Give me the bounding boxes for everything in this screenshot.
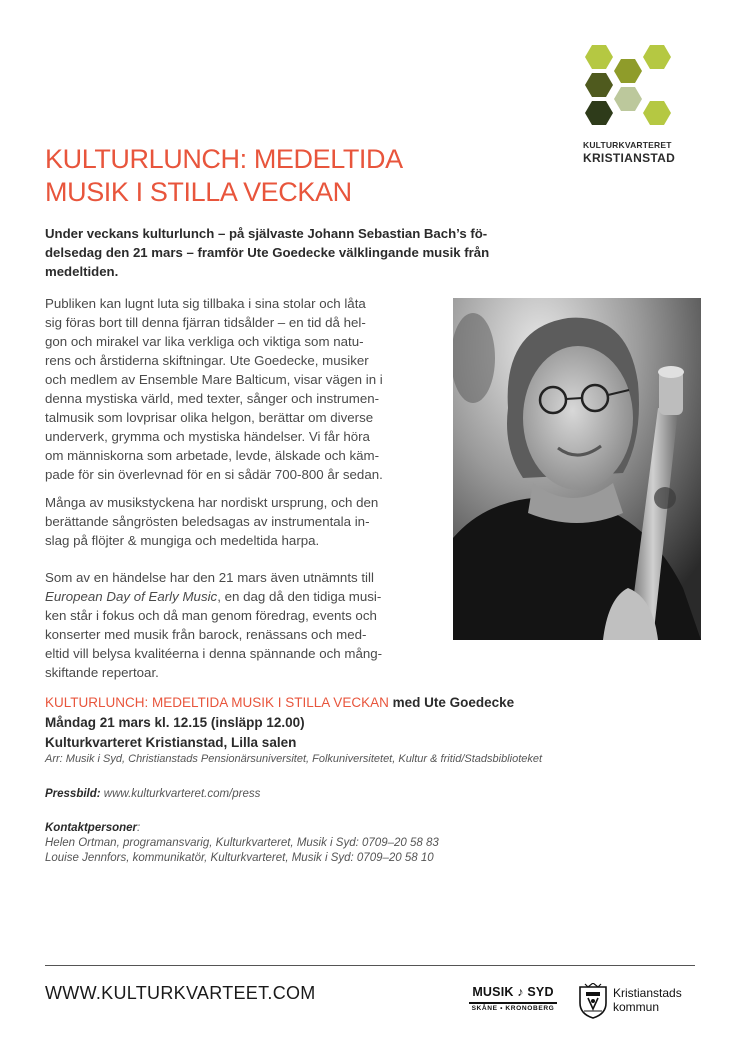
text-line: slag på flöjter & mungiga och medeltida harpa.: [45, 533, 320, 548]
press-label: Pressbild:: [45, 788, 101, 800]
contacts-heading: [45, 821, 439, 836]
text-line: pade för sin överlevnad för en si sådär 700-800 år sedan.: [45, 467, 383, 482]
kulturkvarteret-logo: [583, 45, 703, 185]
musik-i-syd-logo: [467, 985, 559, 1018]
text-line: Publiken kan lugnt luta sig tillbaka i sina stolar och låta: [45, 296, 366, 311]
text-line: konserter med musik från barock, renässans och med-: [45, 627, 367, 642]
event-title-line: [45, 693, 705, 713]
contacts-section: [45, 821, 439, 866]
logo-text-line2: KRISTIANSTAD: [583, 151, 676, 165]
text-line: Många av musikstyckena har nordiskt ursprung, och den: [45, 495, 379, 510]
performer-photo: [453, 298, 701, 640]
text-line: [45, 587, 440, 606]
text-line: skiftande repertoar.: [45, 665, 159, 680]
hexagon-logo-icon: [583, 45, 703, 140]
text-line: underverk, grymma och mystiska händelser. Vi får höra: [45, 429, 370, 444]
coat-of-arms-icon: [578, 983, 608, 1019]
title-line-2: MUSIK I STILLA VECKAN: [45, 177, 352, 207]
event-datetime: Måndag 21 mars kl. 12.15 (insläpp 12.00): [45, 715, 305, 730]
text-span: , en dag då den tidiga musi-: [217, 589, 382, 604]
lead-line: medeltiden.: [45, 264, 119, 279]
title-line-1: KULTURLUNCH: MEDELTIDA: [45, 144, 403, 174]
text-line: om människorna som arbetade, levde, älskade och käm-: [45, 448, 380, 463]
logo-text-line1: KULTURKVARTERET: [583, 140, 672, 150]
event-name: KULTURLUNCH: MEDELTIDA MUSIK I STILLA VECKAN: [45, 695, 389, 710]
text-line: sig föras bort till denna fjärran tidsålder – en tid då hel-: [45, 315, 366, 330]
text-line: ken står i fokus och då man genom föredrag, events och: [45, 608, 377, 623]
text-line: gon och mirakel var lika verkliga och viktiga som natu-: [45, 334, 364, 349]
lead-line: delsedag den 21 mars – framför Ute Goedecke välklingande musik från: [45, 245, 490, 260]
kommun-name-line2: kommun: [613, 1000, 660, 1014]
musik-i-syd-subtitle: SKÅNE • KRONOBERG: [471, 1005, 555, 1012]
contact-person: Helen Ortman, programansvarig, Kulturkvarteret, Musik i Syd: 0709–20 58 83: [45, 837, 439, 849]
lead-paragraph: [45, 224, 535, 281]
kristianstads-kommun-logo: [578, 983, 698, 1019]
footer-website-link[interactable]: WWW.KULTURKVARTEET.COM: [45, 983, 316, 1003]
page-title: [45, 143, 565, 209]
contacts-label: Kontaktpersoner: [45, 822, 138, 834]
text-line: och medlem av Ensemble Mare Balticum, visar vägen in i: [45, 372, 383, 387]
text-line: berättande sångrösten beledsagas av instrumentala in-: [45, 514, 370, 529]
lead-line: Under veckans kulturlunch – på självaste Johann Sebastian Bach’s fö-: [45, 226, 488, 241]
event-performer: med Ute Goedecke: [388, 695, 515, 710]
portrait-image: [453, 298, 701, 640]
body-paragraph-1: [45, 294, 440, 484]
event-details: [45, 693, 705, 753]
text-line: rens och årstiderna skiftningar. Ute Goedecke, musiker: [45, 353, 369, 368]
musik-i-syd-rule: [469, 1002, 557, 1004]
text-line: Som av en händelse har den 21 mars även utnämnts till: [45, 570, 374, 585]
text-line: denna mystiska värld, med texter, sånger och instrumen-: [45, 391, 380, 406]
body-paragraph-3: [45, 568, 440, 682]
italic-phrase: European Day of Early Music: [45, 589, 218, 604]
footer-divider: [45, 965, 695, 966]
text-line: eltid vill belysa kvalitéerna i denna spännande och mång-: [45, 646, 383, 661]
contacts-colon: :: [137, 822, 141, 834]
text-line: talmusik som lovprisar olika helgon, berättar om diverse: [45, 410, 374, 425]
contact-person: Louise Jennfors, kommunikatör, Kulturkvarteret, Musik i Syd: 0709–20 58 10: [45, 852, 434, 864]
press-url-link[interactable]: www.kulturkvarteret.com/press: [100, 788, 261, 800]
musik-i-syd-wordmark: MUSIK ♪ SYD: [472, 985, 554, 999]
event-venue: Kulturkvarteret Kristianstad, Lilla salen: [45, 735, 297, 750]
event-organizers: Arr: Musik i Syd, Christianstads Pensionärsuniversitet, Folkuniversitetet, Kultur & fritid/Stadsbiblioteket: [45, 753, 543, 765]
kommun-name-line1: Kristianstads: [613, 986, 682, 1000]
press-photo-line: [45, 788, 260, 800]
body-paragraph-2: [45, 493, 440, 550]
kommun-name: [613, 986, 682, 1014]
